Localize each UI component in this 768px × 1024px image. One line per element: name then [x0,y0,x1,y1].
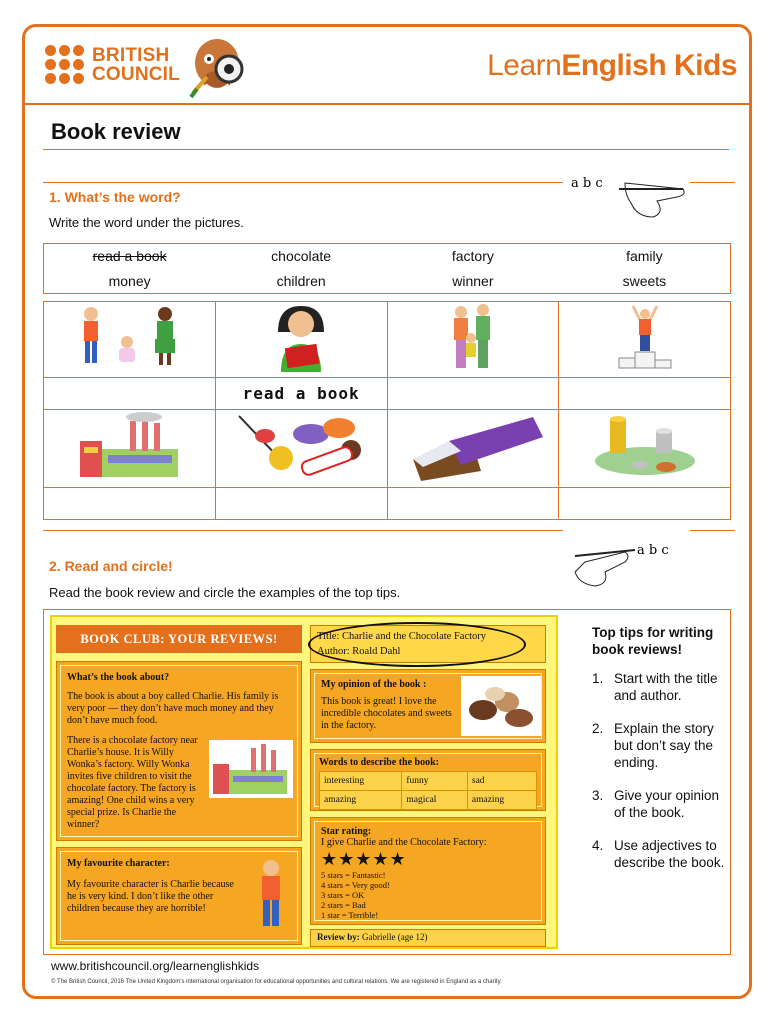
section1-instruction: Write the word under the pictures. [49,215,244,230]
describe-word: magical [402,791,468,810]
tip-number: 3. [592,788,604,803]
rating-scale-item: 3 stars = OK [321,890,365,900]
rating-scale-item: 2 stars = Bad [321,900,366,910]
worksheet-page [22,24,752,999]
footer-copyright: © The British Council, 2016 The United Kingdom’s international organisation for educational opportunities and cultural relations. We are registered in England as a charity. [51,979,502,985]
about-heading: What’s the book about? [67,672,170,683]
answer-cell[interactable] [387,488,559,520]
tip-item [592,837,732,871]
chocolate-bar-icon [403,411,543,481]
word-bank-item: chocolate [271,248,332,265]
factory-picture-icon [74,411,184,481]
chocolates-thumbnail-icon [461,676,541,736]
answer-cell[interactable] [559,488,731,520]
section2-divider-right [690,530,735,531]
picture-cell [215,302,387,378]
logo-line1: BRITISH [92,44,170,66]
character-text: My favourite character is Charlie because he is very kind. I don’t like the other children because they are horrible! [67,879,234,914]
describe-word: sad [467,772,536,791]
children-picture-icon [69,302,189,372]
word-bank-item: sweets [622,272,667,289]
sweets-picture-icon [231,410,371,482]
section1-divider [43,182,563,183]
answer-cell[interactable] [44,488,216,520]
about-paragraph2: There is a chocolate factory near Charlie’s house. It is Willy Wonka’s factory. Willy Wonka invites five children to visit the chocolate factory. The factory is amazing! One child wins a very special prize. Is Charlie the winner? [67,735,198,830]
reviewer-label: Review by: [317,932,360,942]
review-panel [43,609,731,955]
writing-hand-icon [565,532,690,588]
picture-cell [44,302,216,378]
book-author: Author: Roald Dahl [317,646,401,657]
logo-dots-icon [45,45,84,84]
tip-text: Use adjectives to describe the book. [614,838,725,870]
tip-text: Give your opinion of the book. [614,788,720,820]
opinion-text: This book is great! I love the incredible chocolates and sweets in the factory. [321,696,452,731]
brand-part1: Learn [487,49,562,82]
character-heading: My favourite character: [67,858,170,869]
section2-divider [43,530,563,531]
tips-heading: Top tips for writing book reviews! [592,625,714,657]
rating-scale-item: 4 stars = Very good! [321,880,390,890]
logo-line2: COUNCIL [92,63,180,85]
brand-part2: English Kids [561,49,737,82]
answer-cell[interactable] [559,378,731,410]
describe-words-box [310,749,546,811]
reviewer-name: Gabrielle (age 12) [362,932,428,942]
family-picture-icon [443,302,503,372]
picture-cell [387,302,559,378]
describe-word: amazing [320,791,402,810]
answer-cell[interactable] [215,488,387,520]
tip-number: 2. [592,721,604,736]
word-bank [43,243,731,294]
about-box [56,661,302,841]
page-title: Book review [51,119,181,144]
book-title: Title: Charlie and the Chocolate Factory [317,631,487,642]
title-divider [43,149,729,150]
describe-words-heading: Words to describe the book: [319,757,439,768]
top-tips [592,624,732,887]
word-bank-item: read a book [92,248,167,265]
opinion-box [310,669,546,743]
hand-abc-label: a b c [637,543,669,558]
describe-word: funny [402,772,468,791]
header-divider [25,103,749,105]
rating-scale-item: 1 star = Terrible! [321,910,379,920]
answer-cell[interactable]: read a book [215,378,387,410]
section1-divider-right [690,182,735,183]
word-bank-item: winner [452,272,494,289]
footer-url[interactable]: www.britishcouncil.org/learnenglishkids [51,959,260,973]
tip-number: 1. [592,671,604,686]
hand-abc-label: a b c [571,176,603,191]
word-bank-item: money [108,272,151,289]
rating-heading: Star rating: [321,826,372,837]
money-picture-icon [590,411,700,481]
picture-grid [43,301,731,520]
mascot-magnifier-icon [187,35,251,101]
picture-cell [559,410,731,488]
book-club-frame [50,615,558,949]
picture-cell [559,302,731,378]
writing-hand-icon [565,167,690,219]
section1-heading: 1. What’s the word? [49,189,181,205]
word-bank-item: family [626,248,663,265]
tip-item [592,670,732,704]
reviewer-box [310,929,546,947]
rating-scale-item: 5 stars = Fantastic! [321,870,386,880]
picture-cell [215,410,387,488]
girl-reading-picture-icon [256,302,346,372]
winner-podium-icon [615,302,675,372]
section2-instruction: Read the book review and circle the examples of the top tips. [49,585,401,600]
answer-cell[interactable] [44,378,216,410]
rating-intro: I give Charlie and the Chocolate Factory: [321,837,487,848]
tip-item [592,720,732,771]
rating-stars: ★★★★★ [321,849,407,869]
character-box [56,847,302,945]
star-rating-box [310,817,546,925]
circled-answer [308,622,526,667]
describe-word: interesting [320,772,402,791]
picture-cell [387,410,559,488]
opinion-heading: My opinion of the book : [321,679,427,690]
british-council-logo [45,45,180,84]
about-paragraph1: The book is about a boy called Charlie. His family is very poor — they don’t have much money and they don’t have much food. [67,691,279,726]
describe-words-table [319,771,537,810]
tip-item [592,787,732,821]
factory-thumbnail-icon [209,740,293,798]
tip-text: Start with the title and author. [614,671,718,703]
charlie-picture-icon [249,858,293,934]
describe-word: amazing [467,791,536,810]
learnenglish-kids-logo [487,49,737,83]
tip-number: 4. [592,838,604,853]
word-bank-item: children [276,272,326,289]
picture-cell [44,410,216,488]
answer-cell[interactable] [387,378,559,410]
section2-heading: 2. Read and circle! [49,558,173,574]
tip-text: Explain the story but don’t say the ending. [614,721,714,770]
book-club-banner: BOOK CLUB: YOUR REVIEWS! [56,625,302,653]
word-bank-item: factory [451,248,494,265]
